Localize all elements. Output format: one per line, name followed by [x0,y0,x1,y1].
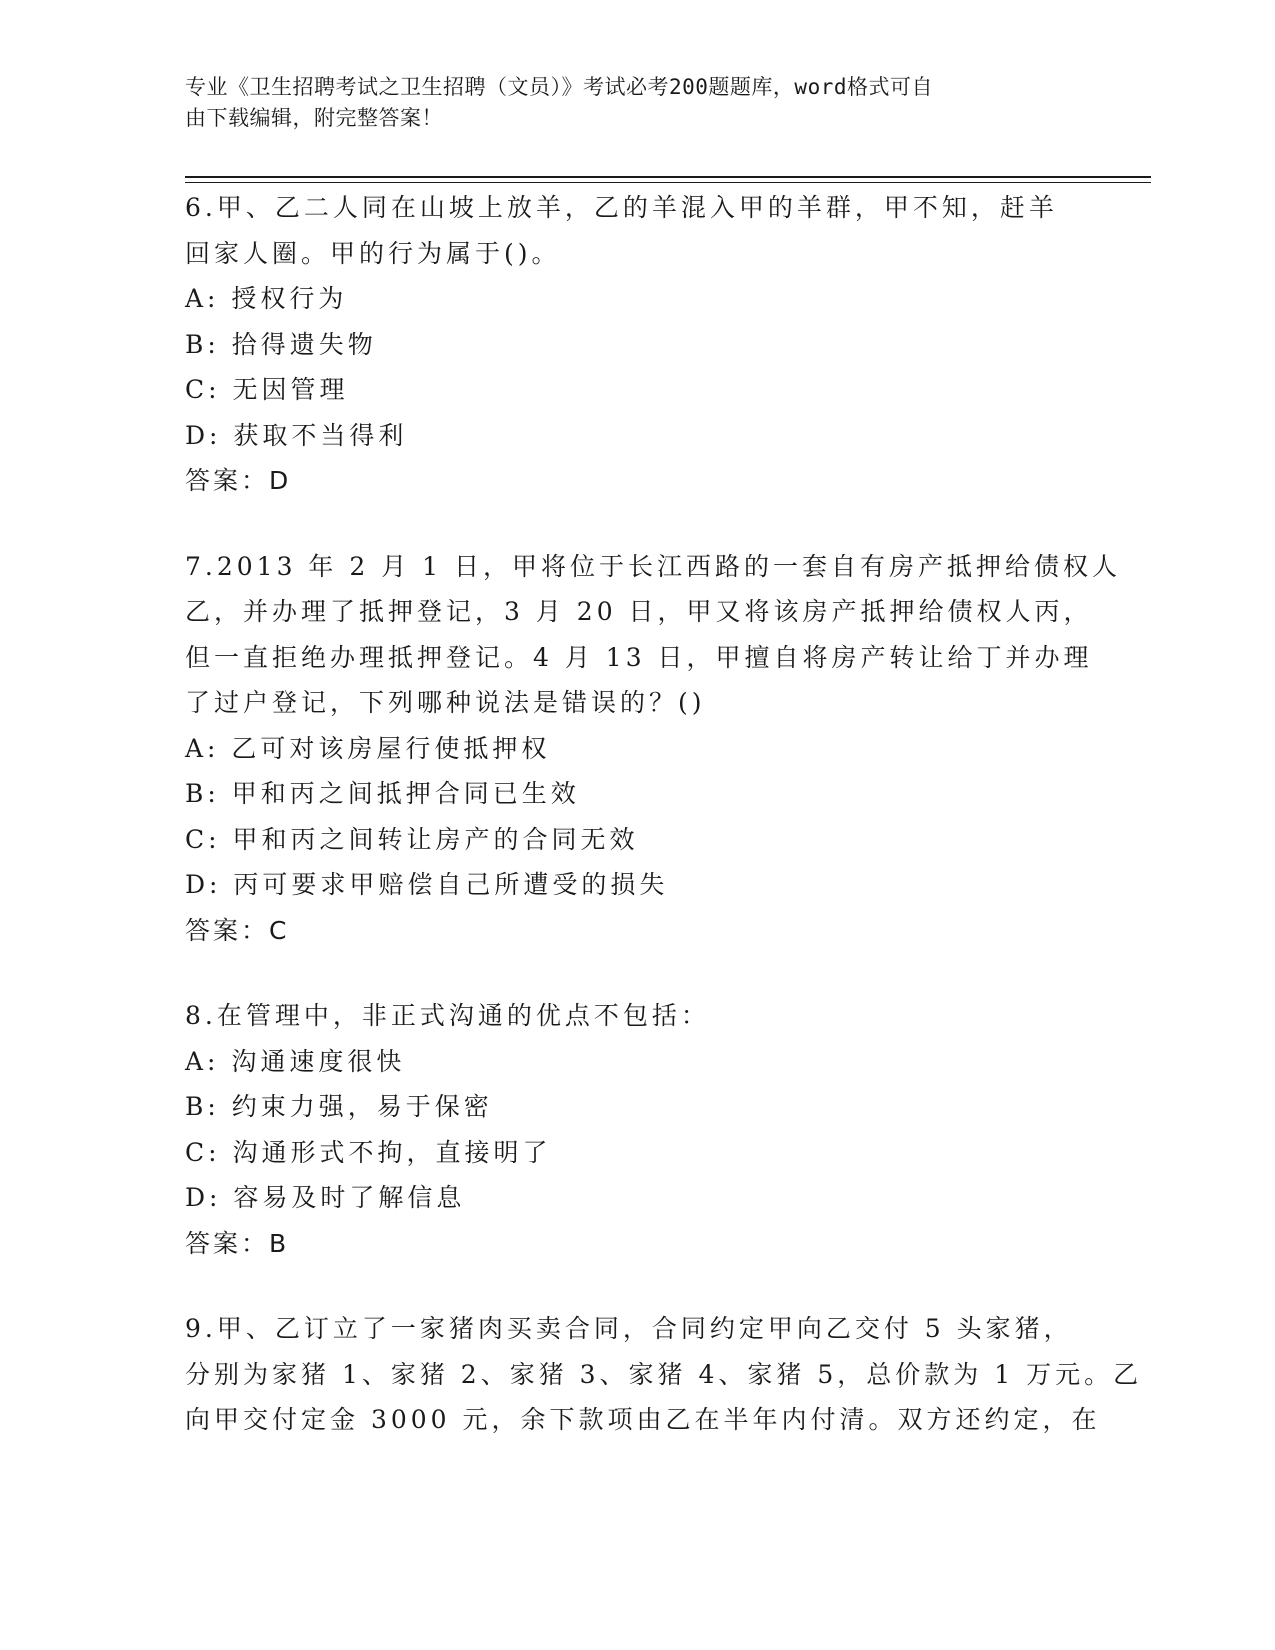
option-d: D: 丙可要求甲赔偿自己所遭受的损失 [185,870,669,899]
header-divider-thin [185,182,1151,183]
answer-line: 答案：B [185,1228,290,1258]
option-c: C: 甲和丙之间转让房产的合同无效 [185,824,639,854]
question-text: 8.在管理中，非正式沟通的优点不包括： [185,1001,710,1030]
option-a: A: 沟通速度很快 [185,1046,406,1076]
question-text: 回家人圈。甲的行为属于()。 [185,238,561,268]
answer-line: 答案：C [185,915,290,945]
option-a: A: 授权行为 [185,284,348,313]
document-header [185,72,1065,134]
option-b: B: 甲和丙之间抵押合同已生效 [185,779,580,808]
header-divider-thick [185,176,1151,178]
option-d: D: 容易及时了解信息 [185,1183,466,1212]
question-text: 乙，并办理了抵押登记，3 月 20 日，甲又将该房产抵押给债权人丙， [185,597,1093,626]
question-text: 了过户登记，下列哪种说法是错误的？() [185,688,706,717]
answer-line: 答案：D [185,466,292,495]
option-b: B: 约束力强，易于保密 [185,1092,493,1121]
question-text: 但一直拒绝办理抵押登记。4 月 13 日，甲擅自将房产转让给丁并办理 [185,642,1093,672]
question-text: 6.甲、乙二人同在山坡上放羊，乙的羊混入甲的羊群，甲不知，赶羊 [185,193,1058,222]
option-b: B: 拾得遗失物 [185,329,377,359]
option-c: C: 无因管理 [185,375,349,404]
option-d: D: 获取不当得利 [185,420,408,450]
question-text: 9.甲、乙订立了一家猪肉买卖合同，合同约定甲向乙交付 5 头家猪， [185,1314,1073,1343]
question-6 [185,185,1085,504]
header-line-2: 由下载编辑，附完整答案！ [185,106,443,130]
question-text: 向甲交付定金 3000 元，余下款项由乙在半年内付清。双方还约定，在 [185,1405,1101,1434]
question-7 [185,544,1122,954]
question-text: 7.2013 年 2 月 1 日，甲将位于长江西路的一套自有房产抵押给债权人 [185,551,1122,581]
option-c: C: 沟通形式不拘，直接明了 [185,1137,552,1167]
question-text: 分别为家猪 1、家猪 2、家猪 3、家猪 4、家猪 5，总价款为 1 万元。乙 [185,1359,1143,1389]
question-list [185,185,1143,1483]
option-a: A: 乙可对该房屋行使抵押权 [185,733,551,763]
question-8 [185,993,1085,1266]
question-9 [185,1306,1143,1443]
header-line-1: 专业《卫生招聘考试之卫生招聘（文员）》考试必考200题题库，word格式可自 [185,75,933,99]
